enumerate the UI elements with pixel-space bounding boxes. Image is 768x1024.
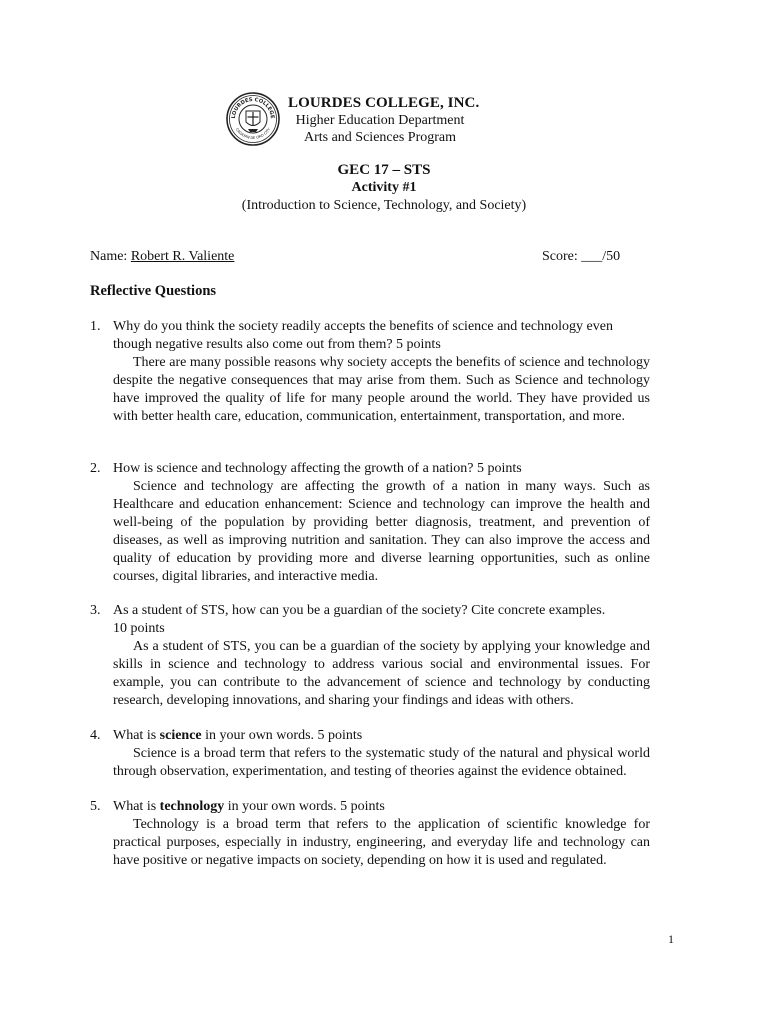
seal-text-top: LOURDES COLLEGE — [230, 96, 276, 119]
question-points: 10 points — [113, 621, 165, 636]
score-value: ___/50 — [581, 249, 621, 264]
question-number: 1. — [90, 319, 101, 334]
question-text: How is science and technology affecting the growth of a nation? 5 points — [113, 461, 522, 476]
question-number: 3. — [90, 603, 101, 618]
answer-text: Technology is a broad term that refers to the application of scientific knowledge for practical purposes, especially in industry, engineering, and everyday life and technology can have positive or negative impacts on society, depending on how it is used and regulated. — [113, 817, 650, 868]
question-item — [90, 460, 650, 586]
question-text: As a student of STS, how can you be a guardian of the society? Cite concrete examples. — [113, 603, 606, 618]
question-item — [90, 727, 650, 781]
program-name: Arts and Sciences Program — [303, 130, 457, 145]
college-seal-icon — [226, 92, 280, 146]
seal-text-bottom: CAGAYAN DE ORO CITY — [234, 127, 272, 141]
college-name: LOURDES COLLEGE, INC. — [288, 95, 480, 111]
section-title: Reflective Questions — [90, 283, 217, 299]
question-item — [90, 798, 650, 870]
question-text: Why do you think the society readily accepts the benefits of science and technology even though negative results also come out from them? 5 points — [113, 319, 613, 352]
question-number: 2. — [90, 461, 101, 476]
question-item — [90, 318, 650, 426]
question-number: 5. — [90, 799, 101, 814]
department-block — [288, 112, 472, 146]
answer-text: Science and technology are affecting the growth of a nation in many ways. Such as Healthcare and education enhancement: Science and technology can improve the health and well-being of the population by providing better diagnosis, treatment, and prevention of diseases, as well as improving nutrition and sanitation. They can also improve the access and quality of education by providing more and diverse learning opportunities, such as online courses, digital libraries, and interactive media. — [113, 479, 650, 584]
activity-subtitle: (Introduction to Science, Technology, and Society) — [241, 198, 527, 213]
answer-text: As a student of STS, you can be a guardian of the society by applying your knowledge and skills in science and technology to address various social and environmental issues. For example, you can contribute to the advancement of science and technology by conducting research, developing innovations, and sharing your findings and ideas with others. — [113, 639, 650, 708]
document-header — [226, 92, 546, 154]
department-name: Higher Education Department — [295, 113, 465, 128]
student-name-field — [90, 248, 234, 266]
name-label: Name: — [90, 249, 128, 264]
course-block — [0, 161, 768, 215]
question-text: What is technology in your own words. 5 points — [113, 799, 385, 814]
question-item — [90, 602, 650, 710]
course-code: GEC 17 – STS — [337, 162, 431, 178]
answer-text: There are many possible reasons why society accepts the benefits of science and technology despite the negative consequences that may arise from them. Such as Science and technology have improved the quality of life for many people around the world. They have provided us with better health care, education, communication, entertainment, transportation, and more. — [113, 355, 650, 424]
answer-text: Science is a broad term that refers to the systematic study of the natural and physical world through observation, experimentation, and testing of theories against the evidence obtained. — [113, 746, 650, 779]
question-number: 4. — [90, 728, 101, 743]
score-field — [542, 248, 620, 266]
name-value: Robert R. Valiente — [130, 249, 235, 264]
question-keyword: science — [159, 728, 202, 743]
question-keyword: technology — [159, 799, 225, 814]
question-text: What is science in your own words. 5 points — [113, 728, 363, 743]
activity-title: Activity #1 — [351, 180, 417, 195]
student-info-line — [90, 248, 630, 266]
score-label: Score: — [542, 249, 578, 264]
page-number: 1 — [668, 932, 674, 946]
